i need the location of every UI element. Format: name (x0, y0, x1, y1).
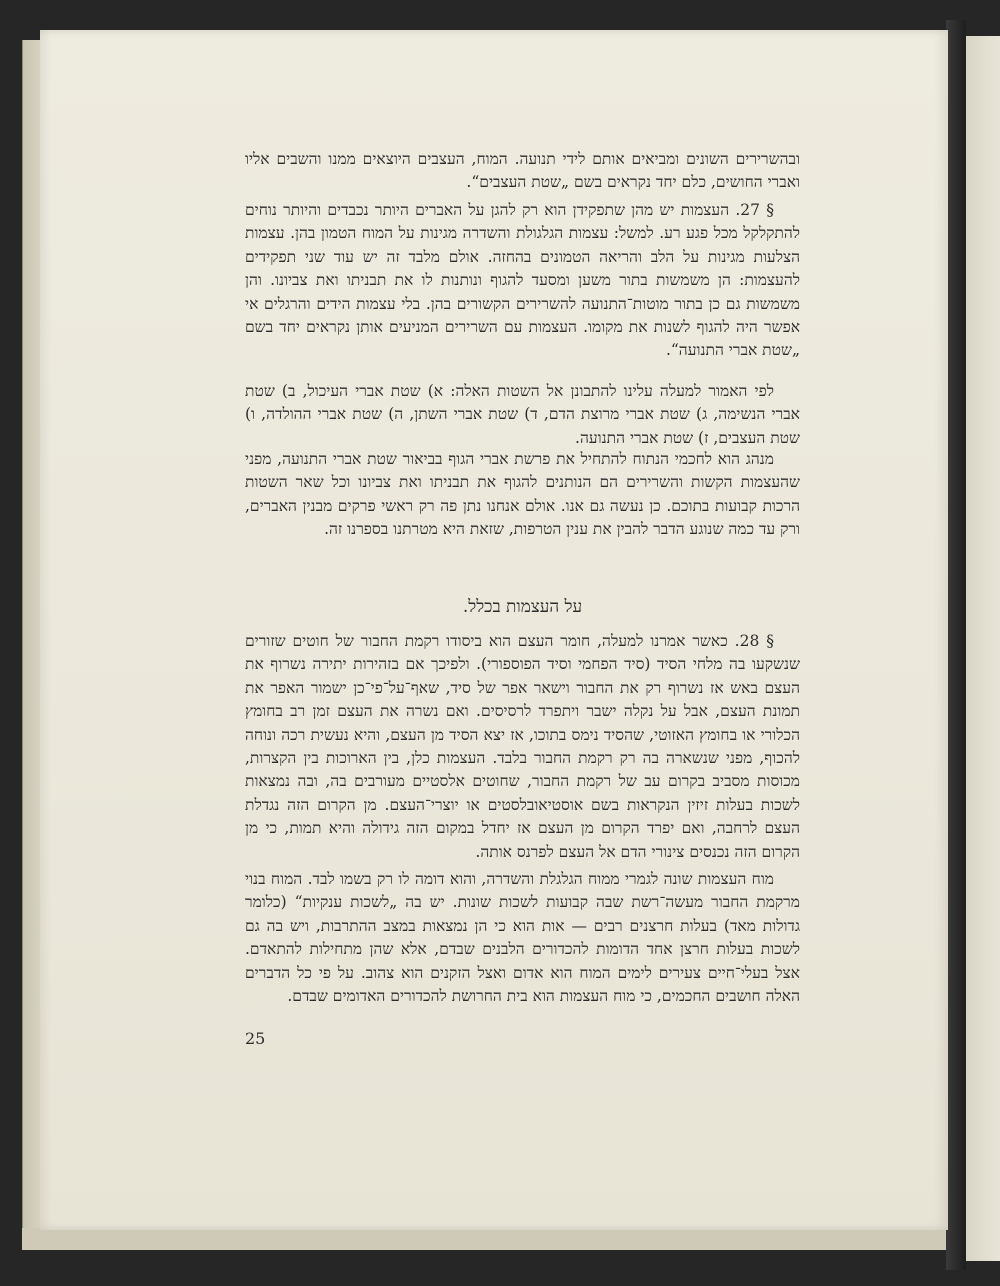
paragraph-text: לפי האמור למעלה עלינו להתבונן אל השטות האלה: א) שטת אברי העיכול, ב) שטת אברי הנשימה, ג) שטת אברי מרוצת הדם, ד) שטת אברי השתן, ה) שטת אברי ההולדה, ו) שטת העצבים, ז) שטת אברי התנועה. (245, 382, 800, 447)
book-gutter (946, 20, 966, 1270)
paragraph-section-27 (245, 199, 800, 363)
paragraph-systems-list (245, 380, 800, 450)
book-cover-edge-bottom (22, 1228, 952, 1250)
paragraph-custom (245, 448, 800, 542)
paragraph-bone-marrow (245, 868, 800, 1008)
paragraph-text: § 28. כאשר אמרנו למעלה, חומר העצם הוא ביסודו רקמת החבור של חוטים שזורים שנשקעו בה מלחי הסיד (סיד הפחמי וסיד הפוספורי). ולפיכך אם בזהירות יתירה נשרוף את העצם באש אז נשרוף רק את החבור וישאר אפר של סיד, שאף־על־פי־כן ישמור האפר את תמונת העצם, אבל על נקלה ישבר ויתפרד לרסיסים. ואם נשרה את העצם זמן רב בחומץ הכלורי או בחומץ האזוטי, שהסיד נימס בתוכו, אז יצא הסיד מן העצם, והיא נעשית רכה ונוחה להכוף, מפני שנשארה בה רק רקמת החבור בלבד. העצמות כלן, בין הארוכות בין הקצרות, מכוסות מסביב בקרום עב של רקמת החבור, שחוטים אלסטיים מעורבים בה, ובה נמצאות לשכות בעלות זיזין הנקראות בשם אוסטיאובלסטים או יוצרי־העצם. מן הקרום הזה נגדלת העצם לרחבה, ואם יפרד הקרום מן העצם אז יחדל במקום הזה גידולה והיא תמות, כי מן הקרום הזה נכנסים צינורי הדם אל העצם לפרנס אותה. (245, 632, 800, 861)
next-page-edge (966, 36, 1000, 1261)
paragraph-section-28 (245, 630, 800, 864)
page-number: 25 (245, 1029, 266, 1048)
paragraph-continuation (245, 148, 800, 195)
paragraph-text: ובהשרירים השונים ומביאים אותם לידי תנועה. המוח, העצבים היוצאים ממנו והשבים אליו ואברי החושים, כלם יחד נקראים בשם „שטת העצבים“. (245, 150, 800, 192)
paragraph-text: § 27. העצמות יש מהן שתפקידן הוא רק להגן על האברים היותר נכבדים והיותר נוחים להתקלקל מכל פגע רע. למשל: עצמות הגלגולת והשדרה מגינות על המוח הטמון בהן. עצמות הצלעות מגינות על הלב והריאה הטמונים בהחזה. אולם מלבד זה יש עוד שני תפקידים להעצמות: הן משמשות בתור משען ומסעד להגוף ונותנות לו את תבניתו ואת צביונו. והן משמשות גם כן בתור מוטות־התנועה להשרירים הקשורים בהן. בלי עצמות הידים והרגלים אי אפשר היה להגוף לשנות את מקומו. העצמות עם השרירים המניעים אותן נקראים יחד בשם „שטת אברי התנועה“. (245, 201, 800, 360)
paragraph-text: מוח העצמות שונה לגמרי ממוח הגלגלת והשדרה, והוא דומה לו רק בשמו לבד. המוח בנוי מרקמת החבור מעשה־רשת שבה קבועות לשכות שונות. יש בה „לשכות ענקיות“ (כלומר גדולות מאד) בעלות חרצנים רבים — אות הוא כי הן נמצאות במצב ההתרבות, ויש בה גם לשכות בעלות חרצן אחד הדומות להכדורים הלבנים שבדם, אלא שהן מתחילות להתאדם. אצל בעלי־חיים צעירים לימים המוח הוא אדום ואצל הזקנים הוא צהוב. על פי כל הדברים האלה חושבים החכמים, כי מוח העצמות הוא בית החרושת להכדורים האדומים שבדם. (245, 870, 800, 1006)
section-heading: על העצמות בכלל. (462, 597, 583, 617)
paragraph-text: מנהג הוא לחכמי הנתוח להתחיל את פרשת אברי הגוף בביאור שטת אברי התנועה, מפני שהעצמות הקשות והשרירים הם הנותנים להגוף את תבניתו ואת צביונו וכל שאר השטות הרכות קבועות בתוכם. כן נעשה גם אנו. אולם אנחנו נתן פה רק ראשי פרקים מבנין האברים, ורק עד כמה שנוגע הדבר להבין את ענין הטרפות, שזאת היא מטרתנו בספרנו זה. (245, 450, 800, 539)
